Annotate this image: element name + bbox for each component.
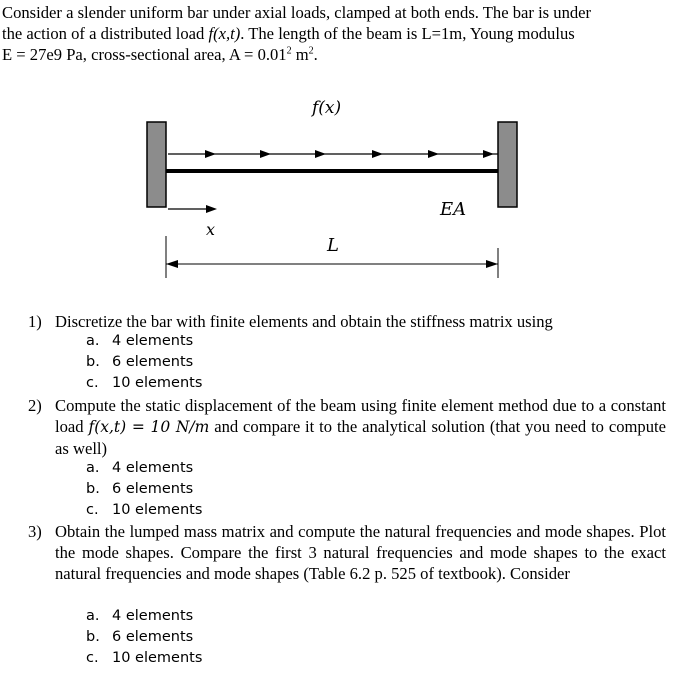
bar [166,169,498,173]
question-number: 3) [28,522,42,541]
question-number: 2) [28,396,42,415]
ea-label: EA [440,199,467,220]
exponent: 2 [286,45,292,57]
bar-diagram [0,88,673,303]
question-text-part: and compare it to the analytical solution (that you need to compute as well) [55,417,666,458]
option-text: 4 elements [112,460,194,476]
option-text: 10 elements [112,502,203,518]
question-text: Discretize the bar with finite elements and obtain the stiffness matrix using [55,312,553,331]
option-letter: c. [86,375,99,391]
option-item [86,627,193,648]
intro-text: m [291,45,309,64]
intro-line-3 [2,44,670,65]
right-clamp [498,122,517,207]
option-text: 10 elements [112,375,203,391]
option-letter: b. [86,354,100,370]
option-letter: b. [86,481,100,497]
option-item [86,648,202,669]
option-text: 4 elements [112,333,194,349]
option-text: 10 elements [112,650,203,666]
load-expression: f(x,t) = 10 N/m [88,418,210,436]
load-function: f(x,t) [208,24,241,43]
option-item [86,331,193,352]
option-letter: c. [86,650,99,666]
option-letter: a. [86,608,100,624]
intro-text: the action of a distributed load [2,24,209,43]
length-label: L [327,235,339,256]
intro-text: E = 27e9 Pa, cross-sectional area, A = 0.01 [2,45,287,64]
option-text: 6 elements [112,481,194,497]
question-1 [28,311,666,332]
question-text-part: Compute the static displacement of the beam using finite element method due to a constant load [55,396,666,436]
distributed-load-arrows [168,150,498,158]
option-item [86,606,193,627]
option-item [86,373,202,394]
intro-text: . [313,45,318,64]
option-letter: b. [86,629,100,645]
exponent: 2 [308,45,314,57]
intro-text: . The length of the beam is L=1m, Young modulus [240,24,575,43]
option-text: 4 elements [112,608,194,624]
problem-statement [2,2,670,65]
option-text: 6 elements [112,354,194,370]
x-label: x [206,220,216,239]
option-text: 6 elements [112,629,194,645]
question-text [55,395,666,459]
option-letter: c. [86,502,99,518]
option-letter: a. [86,460,100,476]
option-item [86,479,193,500]
option-item [86,500,202,521]
question-3 [28,521,666,584]
option-item [86,352,193,373]
x-axis-arrow [168,205,217,213]
load-label: f(x) [312,98,342,118]
intro-line-1: Consider a slender uniform bar under axial loads, clamped at both ends. The bar is under [2,3,592,22]
option-item [86,458,193,479]
option-letter: a. [86,333,100,349]
intro-line-2 [2,23,670,44]
question-2 [28,395,666,459]
question-text: Obtain the lumped mass matrix and compute the natural frequencies and mode shapes. Plot the mode shapes. Compare the first 3 natural frequencies and mode shapes to the exact natural frequencies and mode shapes (Table 6.2 p. 525 of textbook). Consider [55,522,666,583]
left-clamp [147,122,166,207]
question-number: 1) [28,312,42,331]
